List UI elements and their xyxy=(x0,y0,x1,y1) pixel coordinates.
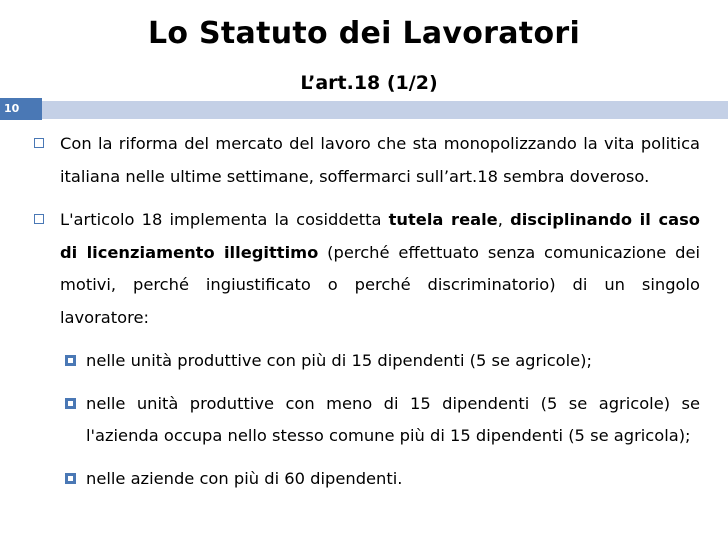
bullet-bold-text: tutela reale xyxy=(388,210,498,229)
sub-bullet-text: nelle aziende con più di 60 dipendenti. xyxy=(86,468,403,488)
sub-bullet-item xyxy=(30,388,700,453)
sub-bullet-item xyxy=(30,463,700,496)
sub-bullet-text: nelle unità produttive con più di 15 dipendenti (5 se agricole); xyxy=(86,351,593,370)
filled-square-bullet-icon xyxy=(65,398,76,409)
filled-square-bullet-icon xyxy=(65,355,76,366)
slide-number: 10 xyxy=(0,98,42,120)
bullet-text: Con la riforma del mercato del lavoro che sta monopolizzando la vita politica italiana nelle ultime settimane, soffermarci sull’art.18 sembra doveroso. xyxy=(60,134,700,186)
slide-subtitle xyxy=(0,72,728,94)
bullet-text-part: L'articolo 18 implementa la cosiddetta xyxy=(60,210,389,229)
bullet-text-part: , xyxy=(497,210,511,229)
bullet-item xyxy=(30,204,700,334)
bullet-bold-text: disciplinando il caso di licenziamento illegittimo xyxy=(60,210,700,262)
bullet-item xyxy=(30,128,700,193)
filled-square-bullet-icon xyxy=(65,473,76,484)
slide-content xyxy=(30,128,700,505)
sub-bullet-text: nelle unità produttive con meno di 15 dipendenti (5 se agricole) se l'azienda occupa nello stesso comune più di 15 dipendenti (5 se agricola); xyxy=(86,393,700,445)
subtitle-text: L’art.18 (1/2) xyxy=(300,72,438,94)
bullet-text-part: (perché effettuato senza comunicazione dei motivi, perché ingiustificato o perché discriminatorio) di un singolo lavoratore: xyxy=(60,242,701,327)
hollow-square-bullet-icon xyxy=(34,138,44,148)
slide-title: Lo Statuto dei Lavoratori xyxy=(147,16,581,51)
hollow-square-bullet-icon xyxy=(34,214,44,224)
header-band xyxy=(0,101,728,119)
sub-bullet-item xyxy=(30,345,700,378)
